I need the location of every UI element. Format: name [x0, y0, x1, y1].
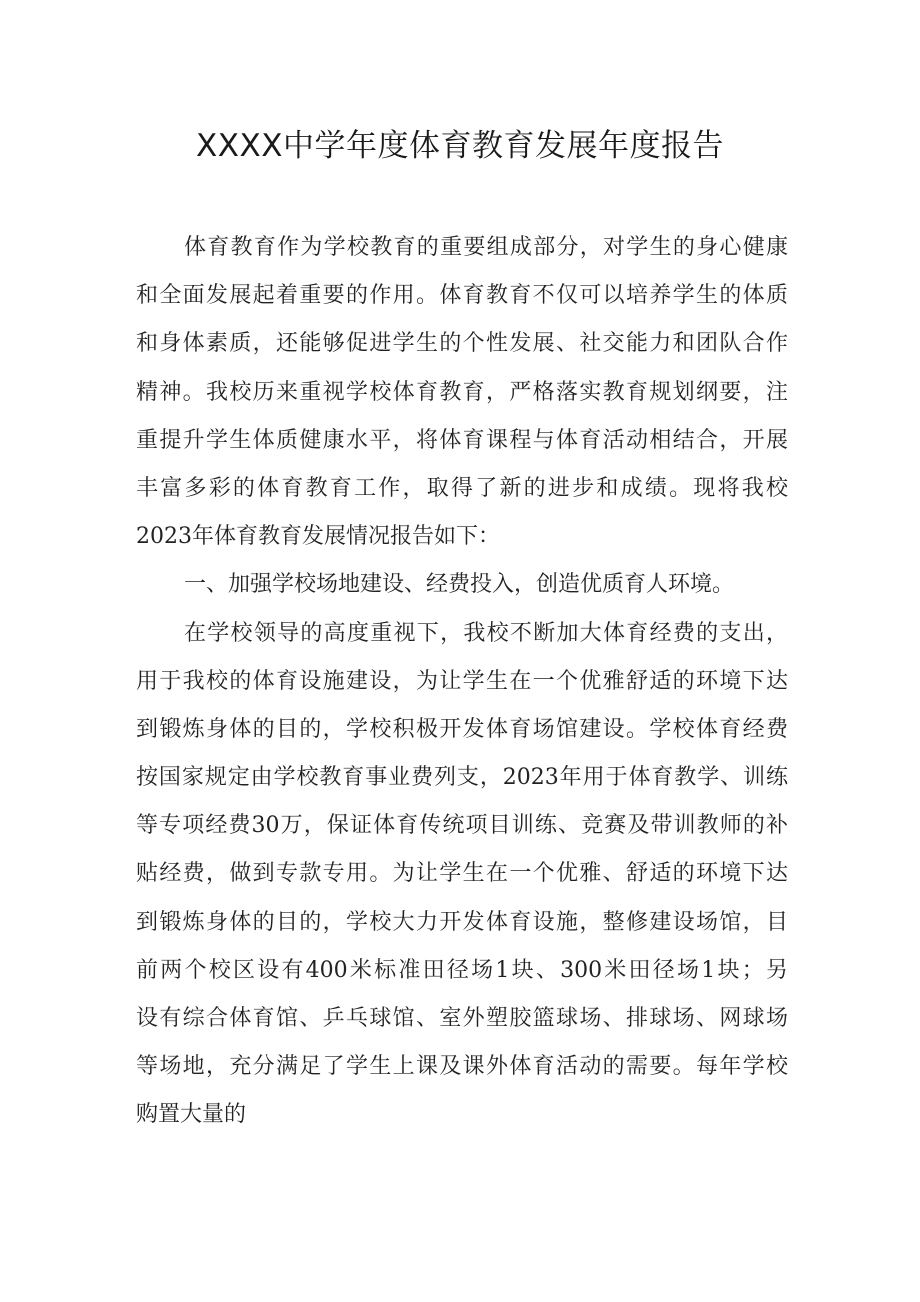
- body-line: 在学校领导的高度重视下，我校不断加大体育经费的支出，: [184, 620, 788, 646]
- body-line: 设有综合体育馆、乒乓球馆、室外塑胶篮球场、排球场、网球场: [136, 1006, 788, 1031]
- document-title: XXXX中学年度体育教育发展年度报告: [196, 128, 724, 164]
- body-line: 前两个校区设有400米标准田径场1块、300米田径场1块；另: [136, 957, 788, 983]
- body-line: 用于我校的体育设施建设，为让学生在一个优雅舒适的环境下达: [136, 668, 788, 694]
- body-line: 等专项经费30万，保证体育传统项目训练、竞赛及带训教师的补: [136, 813, 788, 839]
- body-line: 体育教育作为学校教育的重要组成部分，对学生的身心健康: [184, 235, 788, 260]
- body-line: 到锻炼身体的目的，学校大力开发体育设施，整修建设场馆，目: [136, 909, 788, 935]
- body-line: 2023年体育教育发展情况报告如下：: [136, 524, 500, 550]
- body-line: 贴经费，做到专款专用。为让学生在一个优雅、舒适的环境下达: [136, 861, 788, 887]
- body-line: 购置大量的: [136, 1102, 247, 1128]
- body-line: 等场地，充分满足了学生上课及课外体育活动的需要。每年学校: [136, 1054, 788, 1080]
- body-line: 和身体素质，还能够促进学生的个性发展、社交能力和团队合作: [136, 331, 788, 357]
- body-line: 一、加强学校场地建设、经费投入，创造优质育人环境。: [184, 572, 735, 598]
- body-line: 到锻炼身体的目的，学校积极开发体育场馆建设。学校体育经费: [136, 716, 788, 742]
- document-body: [136, 224, 788, 1140]
- body-line: 和全面发展起着重要的作用。体育教育不仅可以培养学生的体质: [136, 283, 788, 309]
- body-line: 按国家规定由学校教育事业费列支，2023年用于体育教学、训练: [136, 765, 788, 791]
- body-line: 丰富多彩的体育教育工作，取得了新的进步和成绩。现将我校: [136, 475, 788, 501]
- body-line: 精神。我校历来重视学校体育教育，严格落实教育规划纲要，注: [136, 379, 788, 405]
- body-line: 重提升学生体质健康水平，将体育课程与体育活动相结合，开展: [136, 427, 788, 453]
